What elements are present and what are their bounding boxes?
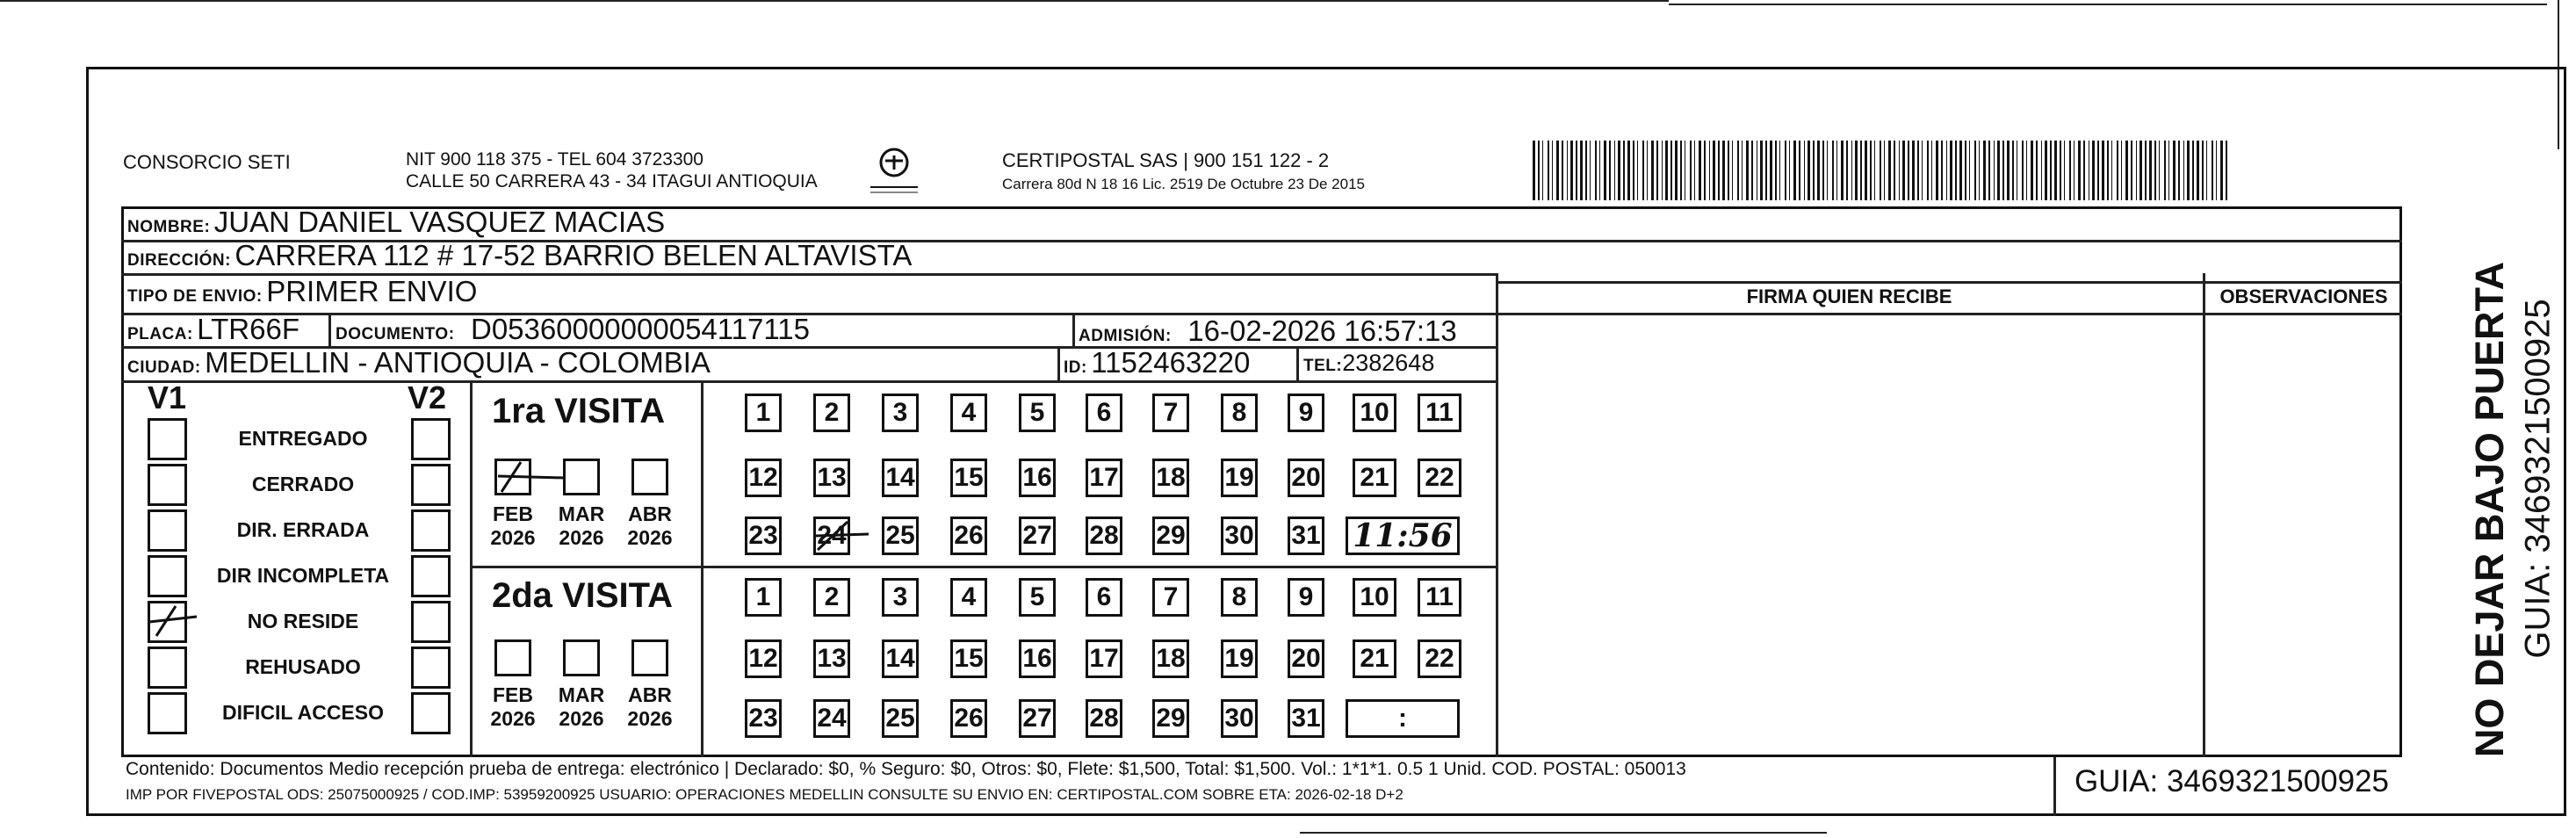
v2-checkbox[interactable] <box>411 555 451 597</box>
license-line: Carrera 80d N 18 16 Lic. 2519 De Octubre 23 De 2015 <box>1002 176 1365 192</box>
first-visit-day-30[interactable]: 30 <box>1221 517 1258 555</box>
second-visit-day-25[interactable]: 25 <box>882 699 919 738</box>
barcode <box>1533 141 2231 200</box>
first-visit-day-19[interactable]: 19 <box>1221 459 1258 497</box>
second-visit-day-7[interactable]: 7 <box>1152 578 1189 617</box>
status-label: ENTREGADO <box>238 427 368 450</box>
rule <box>1057 346 1060 380</box>
second-visit-day-4[interactable]: 4 <box>950 578 987 617</box>
second-visit-day-30[interactable]: 30 <box>1221 699 1258 738</box>
v2-header: V2 <box>408 379 447 415</box>
rule <box>1296 346 1299 380</box>
rule <box>470 566 1496 568</box>
footer-line-1: Contenido: Documentos Medio recepción prueba de entrega: electrónico | Declarado: $0, % Seguro: $0, Otros: $0, Flete: $1,500, Total: $1,500. Vol.: 1*1*1. 0.5 1 Unid. COD. POSTAL: 050013 <box>126 759 1686 779</box>
v2-checkbox[interactable] <box>411 692 451 734</box>
nit-line: NIT 900 118 375 - TEL 604 3723300 <box>406 149 704 170</box>
second-visit-day-31[interactable]: 31 <box>1288 699 1324 738</box>
v2-checkbox[interactable] <box>411 647 451 689</box>
second-visit-day-6[interactable]: 6 <box>1086 578 1122 617</box>
second-visit-day-24[interactable]: 24 <box>813 699 850 738</box>
v1-checkbox[interactable] <box>148 509 187 552</box>
second-visit-month-label <box>482 683 544 731</box>
ciudad-label: CIUDAD: <box>127 358 201 377</box>
first-visit-month-label <box>551 502 612 550</box>
first-visit-month-checkbox[interactable] <box>563 459 600 495</box>
rule <box>328 313 331 346</box>
status-label: DIR. ERRADA <box>236 518 370 541</box>
first-visit-day-20[interactable]: 20 <box>1288 459 1324 497</box>
side-guia: GUIA: 3469321500925 <box>2518 299 2558 659</box>
second-visit-day-22[interactable]: 22 <box>1418 639 1461 678</box>
first-visit-day-5[interactable]: 5 <box>1019 394 1056 432</box>
rule <box>470 380 473 757</box>
second-visit-day-2[interactable]: 2 <box>813 578 850 617</box>
month-name: FEB <box>493 683 533 706</box>
second-visit-time-box[interactable]: : <box>1346 699 1460 738</box>
placa-label: PLACA: <box>127 325 193 343</box>
first-visit-month-checkbox[interactable] <box>631 459 668 495</box>
v1-checkbox[interactable] <box>148 555 187 597</box>
second-visit-day-14[interactable]: 14 <box>882 639 919 678</box>
scan-top-line <box>0 0 1669 2</box>
firma-header: FIRMA QUIEN RECIBE <box>1746 285 1952 307</box>
id-row <box>1064 346 1250 379</box>
month-year: 2026 <box>559 707 604 730</box>
second-visit-day-23[interactable]: 23 <box>745 699 782 738</box>
ciudad-row <box>127 346 711 379</box>
tipo-envio-value: PRIMER ENVIO <box>266 275 478 307</box>
second-visit-day-3[interactable]: 3 <box>882 578 919 617</box>
certipostal-line: CERTIPOSTAL SAS | 900 151 122 - 2 <box>1002 149 1330 171</box>
second-visit-day-16[interactable]: 16 <box>1019 639 1056 678</box>
no-dejar-bajo-puerta: NO DEJAR BAJO PUERTA <box>2467 261 2512 758</box>
nombre-label: NOMBRE: <box>127 218 211 236</box>
tel-row <box>1303 350 1434 377</box>
status-label: CERRADO <box>251 473 355 495</box>
first-visit-day-1[interactable]: 1 <box>745 394 782 432</box>
first-visit-day-21[interactable]: 21 <box>1353 459 1396 497</box>
first-visit-day-9[interactable]: 9 <box>1288 394 1324 432</box>
certipostal-logo <box>863 145 925 198</box>
rule <box>701 380 704 757</box>
first-visit-day-14[interactable]: 14 <box>882 459 919 497</box>
first-visit-month-checkbox[interactable] <box>494 459 531 495</box>
footer-guia: GUIA: 3469321500925 <box>2074 764 2390 798</box>
first-visit-title: 1ra VISITA <box>492 392 666 430</box>
first-visit-day-23[interactable]: 23 <box>745 517 782 555</box>
placa-value: LTR66F <box>197 313 299 345</box>
v2-checkbox[interactable] <box>411 418 451 460</box>
first-visit-day-15[interactable]: 15 <box>950 459 987 497</box>
v1-checkbox[interactable] <box>148 464 187 506</box>
v2-checkbox[interactable] <box>411 509 451 552</box>
first-visit-day-17[interactable]: 17 <box>1086 459 1122 497</box>
observaciones-header: OBSERVACIONES <box>2219 285 2388 307</box>
first-visit-day-18[interactable]: 18 <box>1152 459 1189 497</box>
month-year: 2026 <box>627 707 673 730</box>
first-visit-day-26[interactable]: 26 <box>950 517 987 555</box>
month-name: FEB <box>493 502 533 525</box>
second-visit-day-10[interactable]: 10 <box>1353 578 1396 617</box>
documento-label: DOCUMENTO: <box>336 325 455 343</box>
first-visit-time-box[interactable]: 11:56 <box>1346 517 1460 555</box>
second-visit-day-15[interactable]: 15 <box>950 639 987 678</box>
first-visit-day-2[interactable]: 2 <box>813 394 850 432</box>
admision-label: ADMISIÓN: <box>1079 327 1172 345</box>
first-visit-day-6[interactable]: 6 <box>1086 394 1122 432</box>
v1-checkbox[interactable] <box>148 418 187 460</box>
second-visit-day-5[interactable]: 5 <box>1019 578 1056 617</box>
second-visit-title: 2da VISITA <box>492 576 673 615</box>
first-visit-month-label <box>619 502 681 550</box>
second-visit-day-17[interactable]: 17 <box>1086 639 1122 678</box>
admision-value: 16-02-2026 16:57:13 <box>1187 314 1457 347</box>
first-visit-day-10[interactable]: 10 <box>1353 394 1396 432</box>
rule <box>1496 313 2402 315</box>
first-visit-day-3[interactable]: 3 <box>882 394 919 432</box>
first-visit-day-11[interactable]: 11 <box>1418 394 1461 432</box>
scan-top-line-2 <box>1669 4 2547 5</box>
second-visit-month-checkbox[interactable] <box>563 639 600 676</box>
month-name: MAR <box>558 683 605 706</box>
tipo-envio-label: TIPO DE ENVIO: <box>127 287 263 306</box>
month-name: ABR <box>628 683 672 706</box>
first-visit-day-12[interactable]: 12 <box>745 459 782 497</box>
second-visit-day-13[interactable]: 13 <box>813 639 850 678</box>
second-visit-day-11[interactable]: 11 <box>1418 578 1461 617</box>
first-visit-day-24[interactable]: 24 <box>813 517 850 555</box>
month-year: 2026 <box>627 526 673 549</box>
documento-row <box>336 313 810 346</box>
status-label: NO RESIDE <box>247 610 359 632</box>
tel-value: 2382648 <box>1342 350 1435 376</box>
second-visit-month-label <box>551 683 612 731</box>
rule <box>2203 273 2205 757</box>
month-name: ABR <box>628 502 672 525</box>
first-visit-day-27[interactable]: 27 <box>1019 517 1056 555</box>
rule <box>1496 281 2402 284</box>
first-visit-day-16[interactable]: 16 <box>1019 459 1056 497</box>
first-visit-day-13[interactable]: 13 <box>813 459 850 497</box>
second-visit-day-18[interactable]: 18 <box>1152 639 1189 678</box>
second-visit-month-checkbox[interactable] <box>631 639 668 676</box>
second-visit-day-26[interactable]: 26 <box>950 699 987 738</box>
scan-bottom-line <box>1300 832 1827 834</box>
month-year: 2026 <box>559 526 604 549</box>
second-visit-day-8[interactable]: 8 <box>1221 578 1258 617</box>
footer-line-2: IMP POR FIVEPOSTAL ODS: 25075000925 / COD.IMP: 53959200925 USUARIO: OPERACIONES MEDELLIN CONSULTE SU ENVIO EN: CERTIPOSTAL.COM SOBRE ETA: 2026-02-18 D+2 <box>126 786 1403 803</box>
status-label: DIFICIL ACCESO <box>221 701 384 724</box>
direccion-label: DIRECCIÓN: <box>127 251 231 270</box>
tipo-envio-row <box>127 275 477 308</box>
nombre-value: JUAN DANIEL VASQUEZ MACIAS <box>213 206 666 238</box>
status-label: DIR INCOMPLETA <box>216 564 390 587</box>
second-visit-day-1[interactable]: 1 <box>745 578 782 617</box>
second-visit-day-19[interactable]: 19 <box>1221 639 1258 678</box>
first-visit-day-4[interactable]: 4 <box>950 394 987 432</box>
first-visit-day-22[interactable]: 22 <box>1418 459 1461 497</box>
second-visit-day-12[interactable]: 12 <box>745 639 782 678</box>
nombre-row <box>127 206 665 239</box>
rule <box>1072 313 1075 346</box>
status-label: REHUSADO <box>245 655 361 678</box>
address-line: CALLE 50 CARRERA 43 - 34 ITAGUI ANTIOQUIA <box>406 171 818 191</box>
direccion-value: CARRERA 112 # 17-52 BARRIO BELEN ALTAVISTA <box>235 239 913 271</box>
month-year: 2026 <box>490 707 536 730</box>
first-visit-day-8[interactable]: 8 <box>1221 394 1258 432</box>
first-visit-day-25[interactable]: 25 <box>882 517 919 555</box>
id-value: 1152463220 <box>1091 346 1251 379</box>
second-visit-day-9[interactable]: 9 <box>1288 578 1324 617</box>
admision-row <box>1079 314 1457 348</box>
id-label: ID: <box>1064 358 1087 377</box>
first-visit-day-28[interactable]: 28 <box>1086 517 1122 555</box>
first-visit-month-label <box>482 502 544 550</box>
month-name: MAR <box>558 502 605 525</box>
rule <box>121 380 1496 383</box>
v1-checkbox[interactable] <box>148 647 187 689</box>
second-visit-day-29[interactable]: 29 <box>1152 699 1189 738</box>
first-visit-day-7[interactable]: 7 <box>1152 394 1189 432</box>
month-year: 2026 <box>490 526 536 549</box>
v1-header: V1 <box>148 379 187 415</box>
v2-checkbox[interactable] <box>411 464 451 506</box>
second-visit-day-20[interactable]: 20 <box>1288 639 1324 678</box>
documento-value: D05360000000054117115 <box>471 313 810 345</box>
second-visit-month-checkbox[interactable] <box>494 639 531 676</box>
v1-checkbox[interactable] <box>148 601 187 643</box>
direccion-row <box>127 239 912 272</box>
v1-checkbox[interactable] <box>148 692 187 734</box>
ciudad-value: MEDELLIN - ANTIOQUIA - COLOMBIA <box>205 346 711 379</box>
second-visit-day-28[interactable]: 28 <box>1086 699 1122 738</box>
rule <box>1496 273 1498 757</box>
company-name: CONSORCIO SETI <box>123 151 291 173</box>
second-visit-day-21[interactable]: 21 <box>1353 639 1396 678</box>
second-visit-day-27[interactable]: 27 <box>1019 699 1056 738</box>
rule <box>2053 757 2056 816</box>
tel-label: TEL: <box>1303 357 1343 375</box>
first-visit-day-29[interactable]: 29 <box>1152 517 1189 555</box>
v2-checkbox[interactable] <box>411 601 451 643</box>
first-visit-day-31[interactable]: 31 <box>1288 517 1324 555</box>
placa-row <box>127 313 299 346</box>
second-visit-month-label <box>619 683 681 731</box>
